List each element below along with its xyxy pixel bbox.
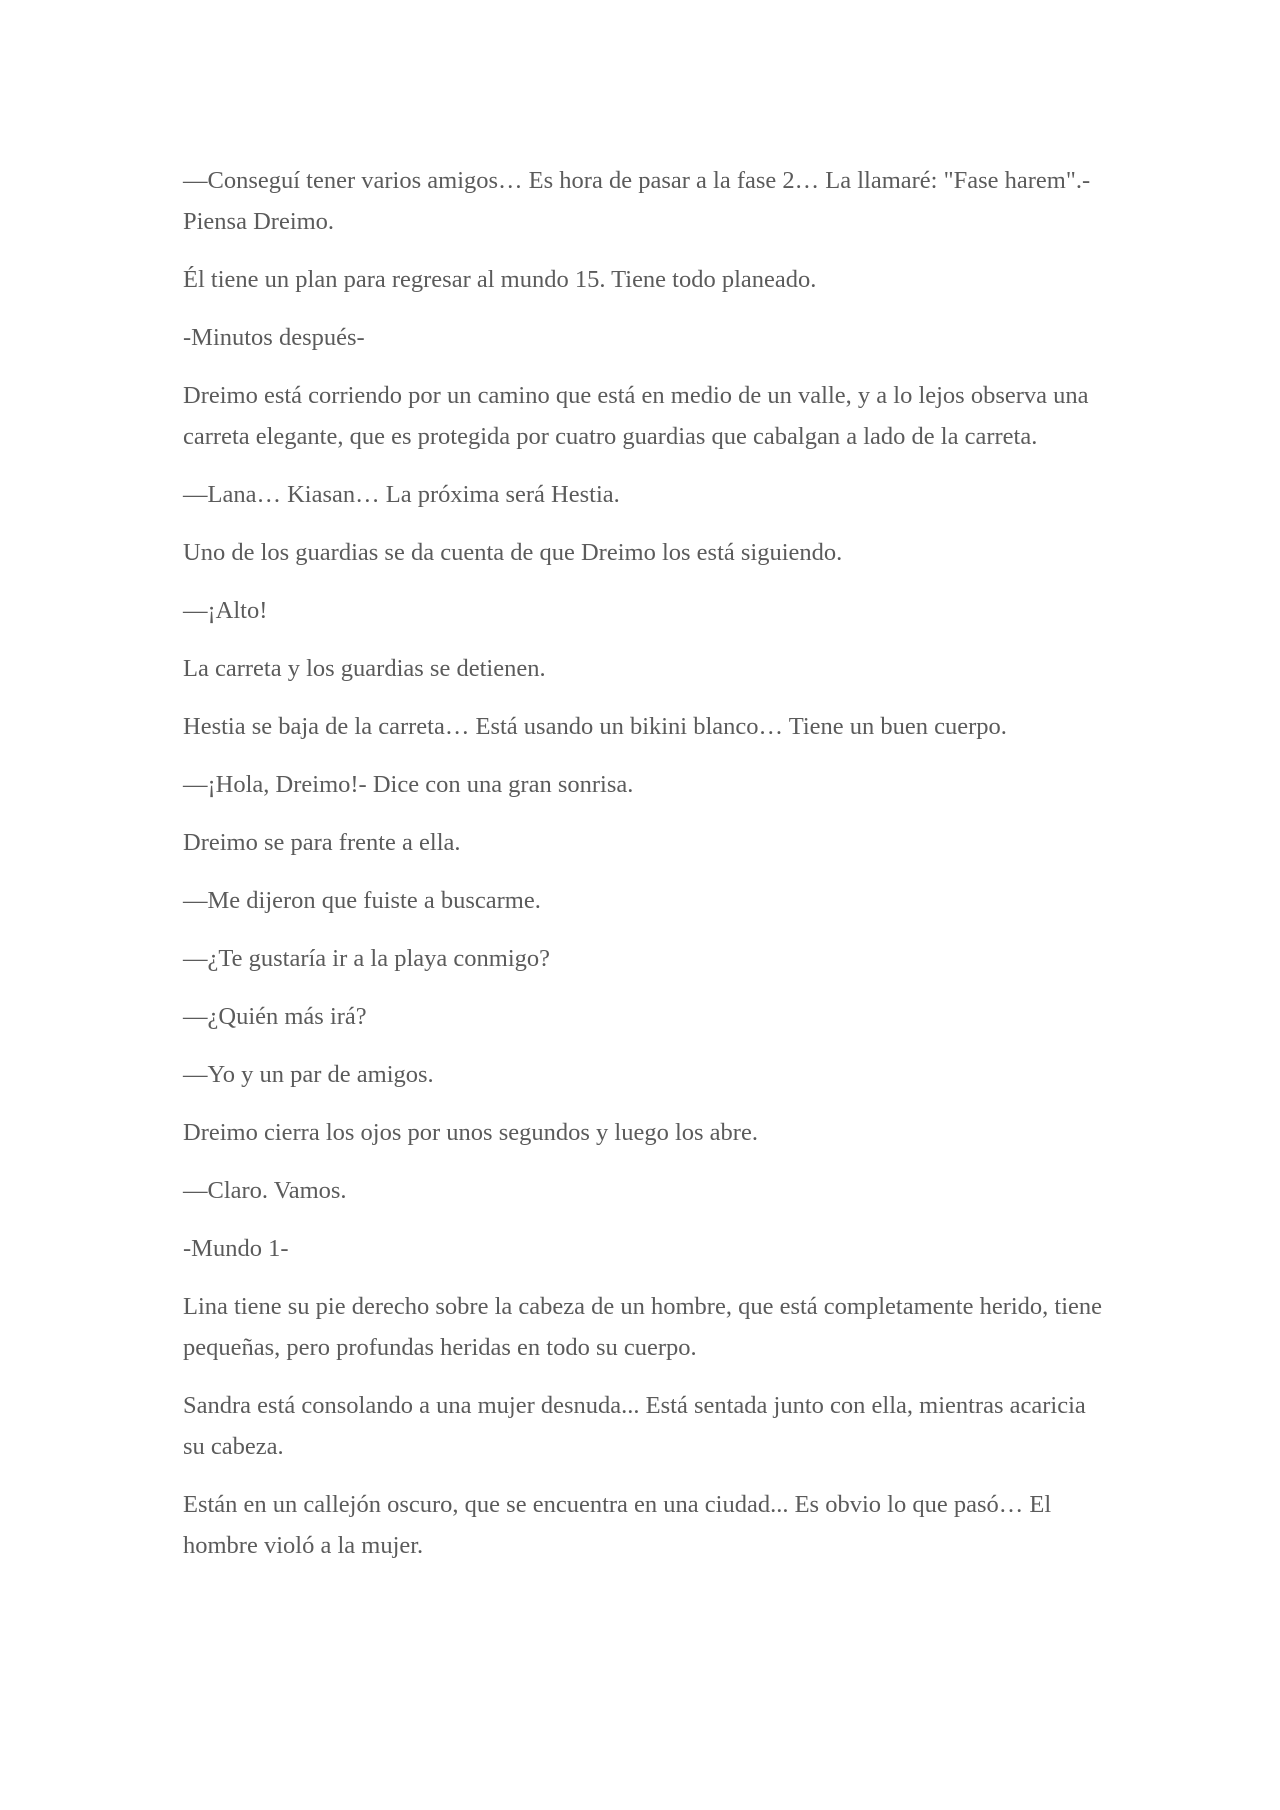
paragraph: Dreimo cierra los ojos por unos segundos y luego los abre. bbox=[183, 1119, 758, 1146]
dialogue-line: —Yo y un par de amigos. bbox=[183, 1061, 434, 1088]
paragraph: Lina tiene su pie derecho sobre la cabeza de un hombre, que está completamente herido, tiene pequeñas, pero profundas heridas en todo su cuerpo. bbox=[183, 1293, 1103, 1361]
dialogue-line: —Claro. Vamos. bbox=[183, 1177, 347, 1204]
paragraph: Dreimo se para frente a ella. bbox=[183, 829, 461, 856]
paragraph: Hestia se baja de la carreta… Está usando un bikini blanco… Tiene un buen cuerpo. bbox=[183, 713, 1007, 740]
dialogue-line: —¡Alto! bbox=[183, 597, 268, 624]
paragraph: Sandra está consolando a una mujer desnuda... Está sentada junto con ella, mientras acaricia su cabeza. bbox=[183, 1392, 1086, 1460]
story-text bbox=[183, 160, 1103, 1583]
section-marker: -Minutos después- bbox=[183, 324, 365, 351]
dialogue-line: —Me dijeron que fuiste a buscarme. bbox=[183, 887, 541, 914]
paragraph: Uno de los guardias se da cuenta de que Dreimo los está siguiendo. bbox=[183, 539, 843, 566]
dialogue-line: —¿Te gustaría ir a la playa conmigo? bbox=[183, 945, 550, 972]
paragraph: Dreimo está corriendo por un camino que está en medio de un valle, y a lo lejos observa una carreta elegante, que es protegida por cuatro guardias que cabalgan a lado de la carreta. bbox=[183, 382, 1089, 450]
dialogue-line: —¿Quién más irá? bbox=[183, 1003, 367, 1030]
paragraph: La carreta y los guardias se detienen. bbox=[183, 655, 546, 682]
section-marker: -Mundo 1- bbox=[183, 1235, 289, 1262]
paragraph: Él tiene un plan para regresar al mundo 15. Tiene todo planeado. bbox=[183, 266, 817, 293]
dialogue-line: —Lana… Kiasan… La próxima será Hestia. bbox=[183, 481, 620, 508]
paragraph: Están en un callejón oscuro, que se encuentra en una ciudad... Es obvio lo que pasó… El hombre violó a la mujer. bbox=[183, 1491, 1052, 1559]
paragraph: —Conseguí tener varios amigos… Es hora de pasar a la fase 2… La llamaré: "Fase harem".- Piensa Dreimo. bbox=[183, 167, 1091, 235]
dialogue-line: —¡Hola, Dreimo!- Dice con una gran sonrisa. bbox=[183, 771, 634, 798]
